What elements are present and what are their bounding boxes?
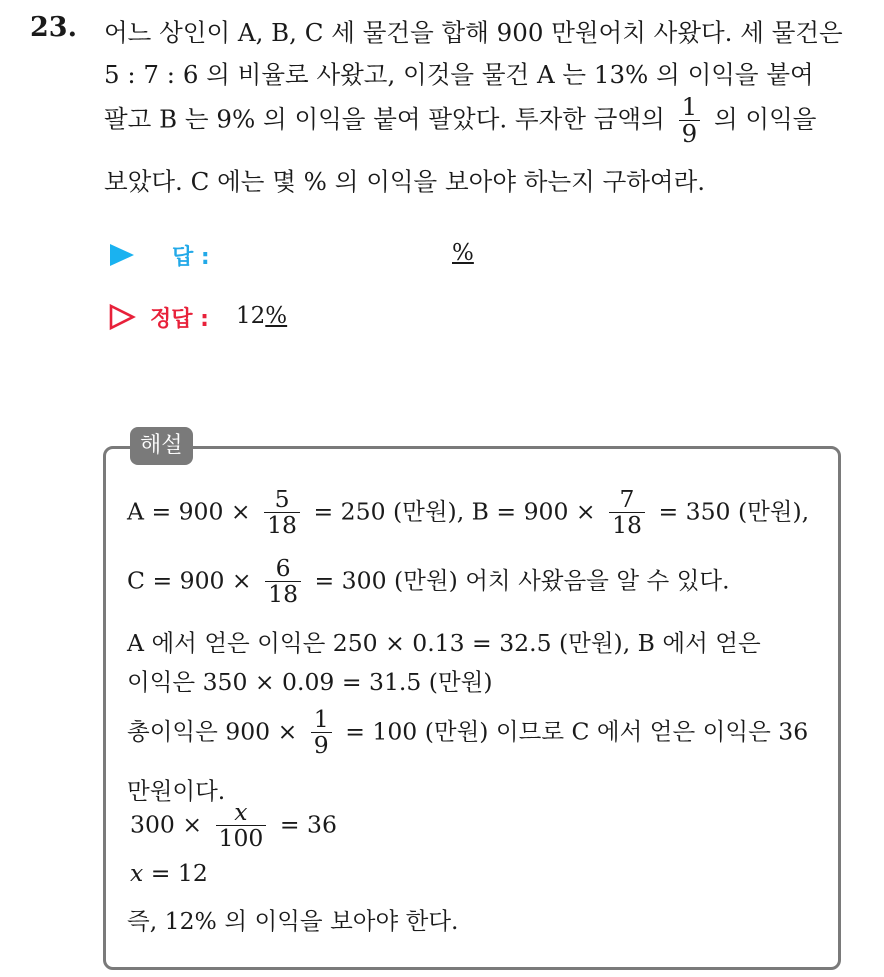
fraction-5-18 [264, 487, 300, 539]
answer-play-icon [110, 244, 134, 266]
solution-l7-pre: 300 × [130, 810, 203, 839]
problem-text-line-2: 5 : 7 : 6 의 비율로 사왔고, 이것을 물건 A 는 13% 의 이익을 붙여 [104, 60, 814, 89]
solution-l5-pre: 총이익은 900 × [127, 717, 298, 746]
solution-line-3: A 에서 얻은 이익은 250 × 0.13 = 32.5 (만원), B 에서 얻은 [127, 629, 761, 657]
solution-l8-rest: = 12 [150, 859, 208, 887]
fraction-one-ninth [679, 94, 701, 148]
solution-line-6: 만원이다. [127, 777, 226, 805]
solution-line-9: 즉, 12% 의 이익을 보아야 한다. [127, 907, 459, 935]
answer-unit: % [452, 240, 474, 266]
problem-text-line-4: 보았다. C 에는 몇 % 의 이익을 보아야 하는지 구하여라. [104, 167, 706, 196]
fraction-denominator: 9 [679, 120, 701, 148]
fraction-numerator: 1 [313, 705, 329, 733]
fraction-denominator: 18 [264, 512, 300, 539]
solution-l8-var: x [130, 859, 144, 887]
solution-line-2 [127, 556, 730, 608]
correct-answer-number: 12 [236, 303, 266, 329]
solution-l2-pre: C = 900 × [127, 566, 252, 595]
solution-l5-post: = 100 (만원) 이므로 C 에서 얻은 이익은 36 [345, 717, 809, 746]
correct-answer-triangle-icon [108, 303, 136, 331]
fraction-x-100 [216, 800, 267, 852]
fraction-denominator: 100 [216, 825, 267, 852]
fraction-7-18 [609, 487, 645, 539]
fraction-denominator: 18 [609, 512, 645, 539]
problem-text-line-3 [104, 94, 816, 148]
correct-answer-label: 정답 : [150, 307, 209, 332]
correct-answer-unit: % [265, 303, 288, 329]
fraction-1-9 [311, 707, 332, 759]
solution-l1-a-pre: A = 900 × [127, 497, 251, 526]
problem-text-line-3-before: 팔고 B 는 9% 의 이익을 붙여 팔았다. 투자한 금액의 [104, 104, 665, 134]
problem-text-line-3-after: 의 이익을 [713, 104, 817, 134]
solution-line-1 [127, 487, 809, 539]
solution-l2-post: = 300 (만원) 어치 사왔음을 알 수 있다. [314, 566, 730, 595]
fraction-numerator: 1 [681, 92, 698, 121]
solution-l1-a-post: = 250 (만원), B = 900 × [313, 497, 596, 526]
fraction-denominator: 18 [265, 581, 301, 608]
solution-line-8 [130, 859, 208, 887]
problem-number: 23. [30, 12, 77, 43]
solution-line-4: 이익은 350 × 0.09 = 31.5 (만원) [127, 668, 493, 696]
solution-tab-label: 해설 [130, 427, 193, 465]
answer-label: 답 : [172, 245, 210, 270]
correct-answer-value [236, 303, 287, 329]
fraction-denominator: 9 [311, 732, 332, 759]
fraction-numerator: 6 [275, 554, 291, 582]
fraction-numerator: x [234, 798, 248, 826]
solution-l1-b-post: = 350 (만원), [658, 497, 810, 526]
solution-l7-post: = 36 [279, 810, 337, 839]
solution-line-7 [130, 800, 337, 852]
fraction-numerator: 7 [619, 485, 635, 513]
fraction-6-18 [265, 556, 301, 608]
problem-text-line-1: 어느 상인이 A, B, C 세 물건을 합해 900 만원어치 사왔다. 세 물건은 [104, 18, 843, 47]
fraction-numerator: 5 [274, 485, 290, 513]
solution-line-5 [127, 707, 808, 759]
